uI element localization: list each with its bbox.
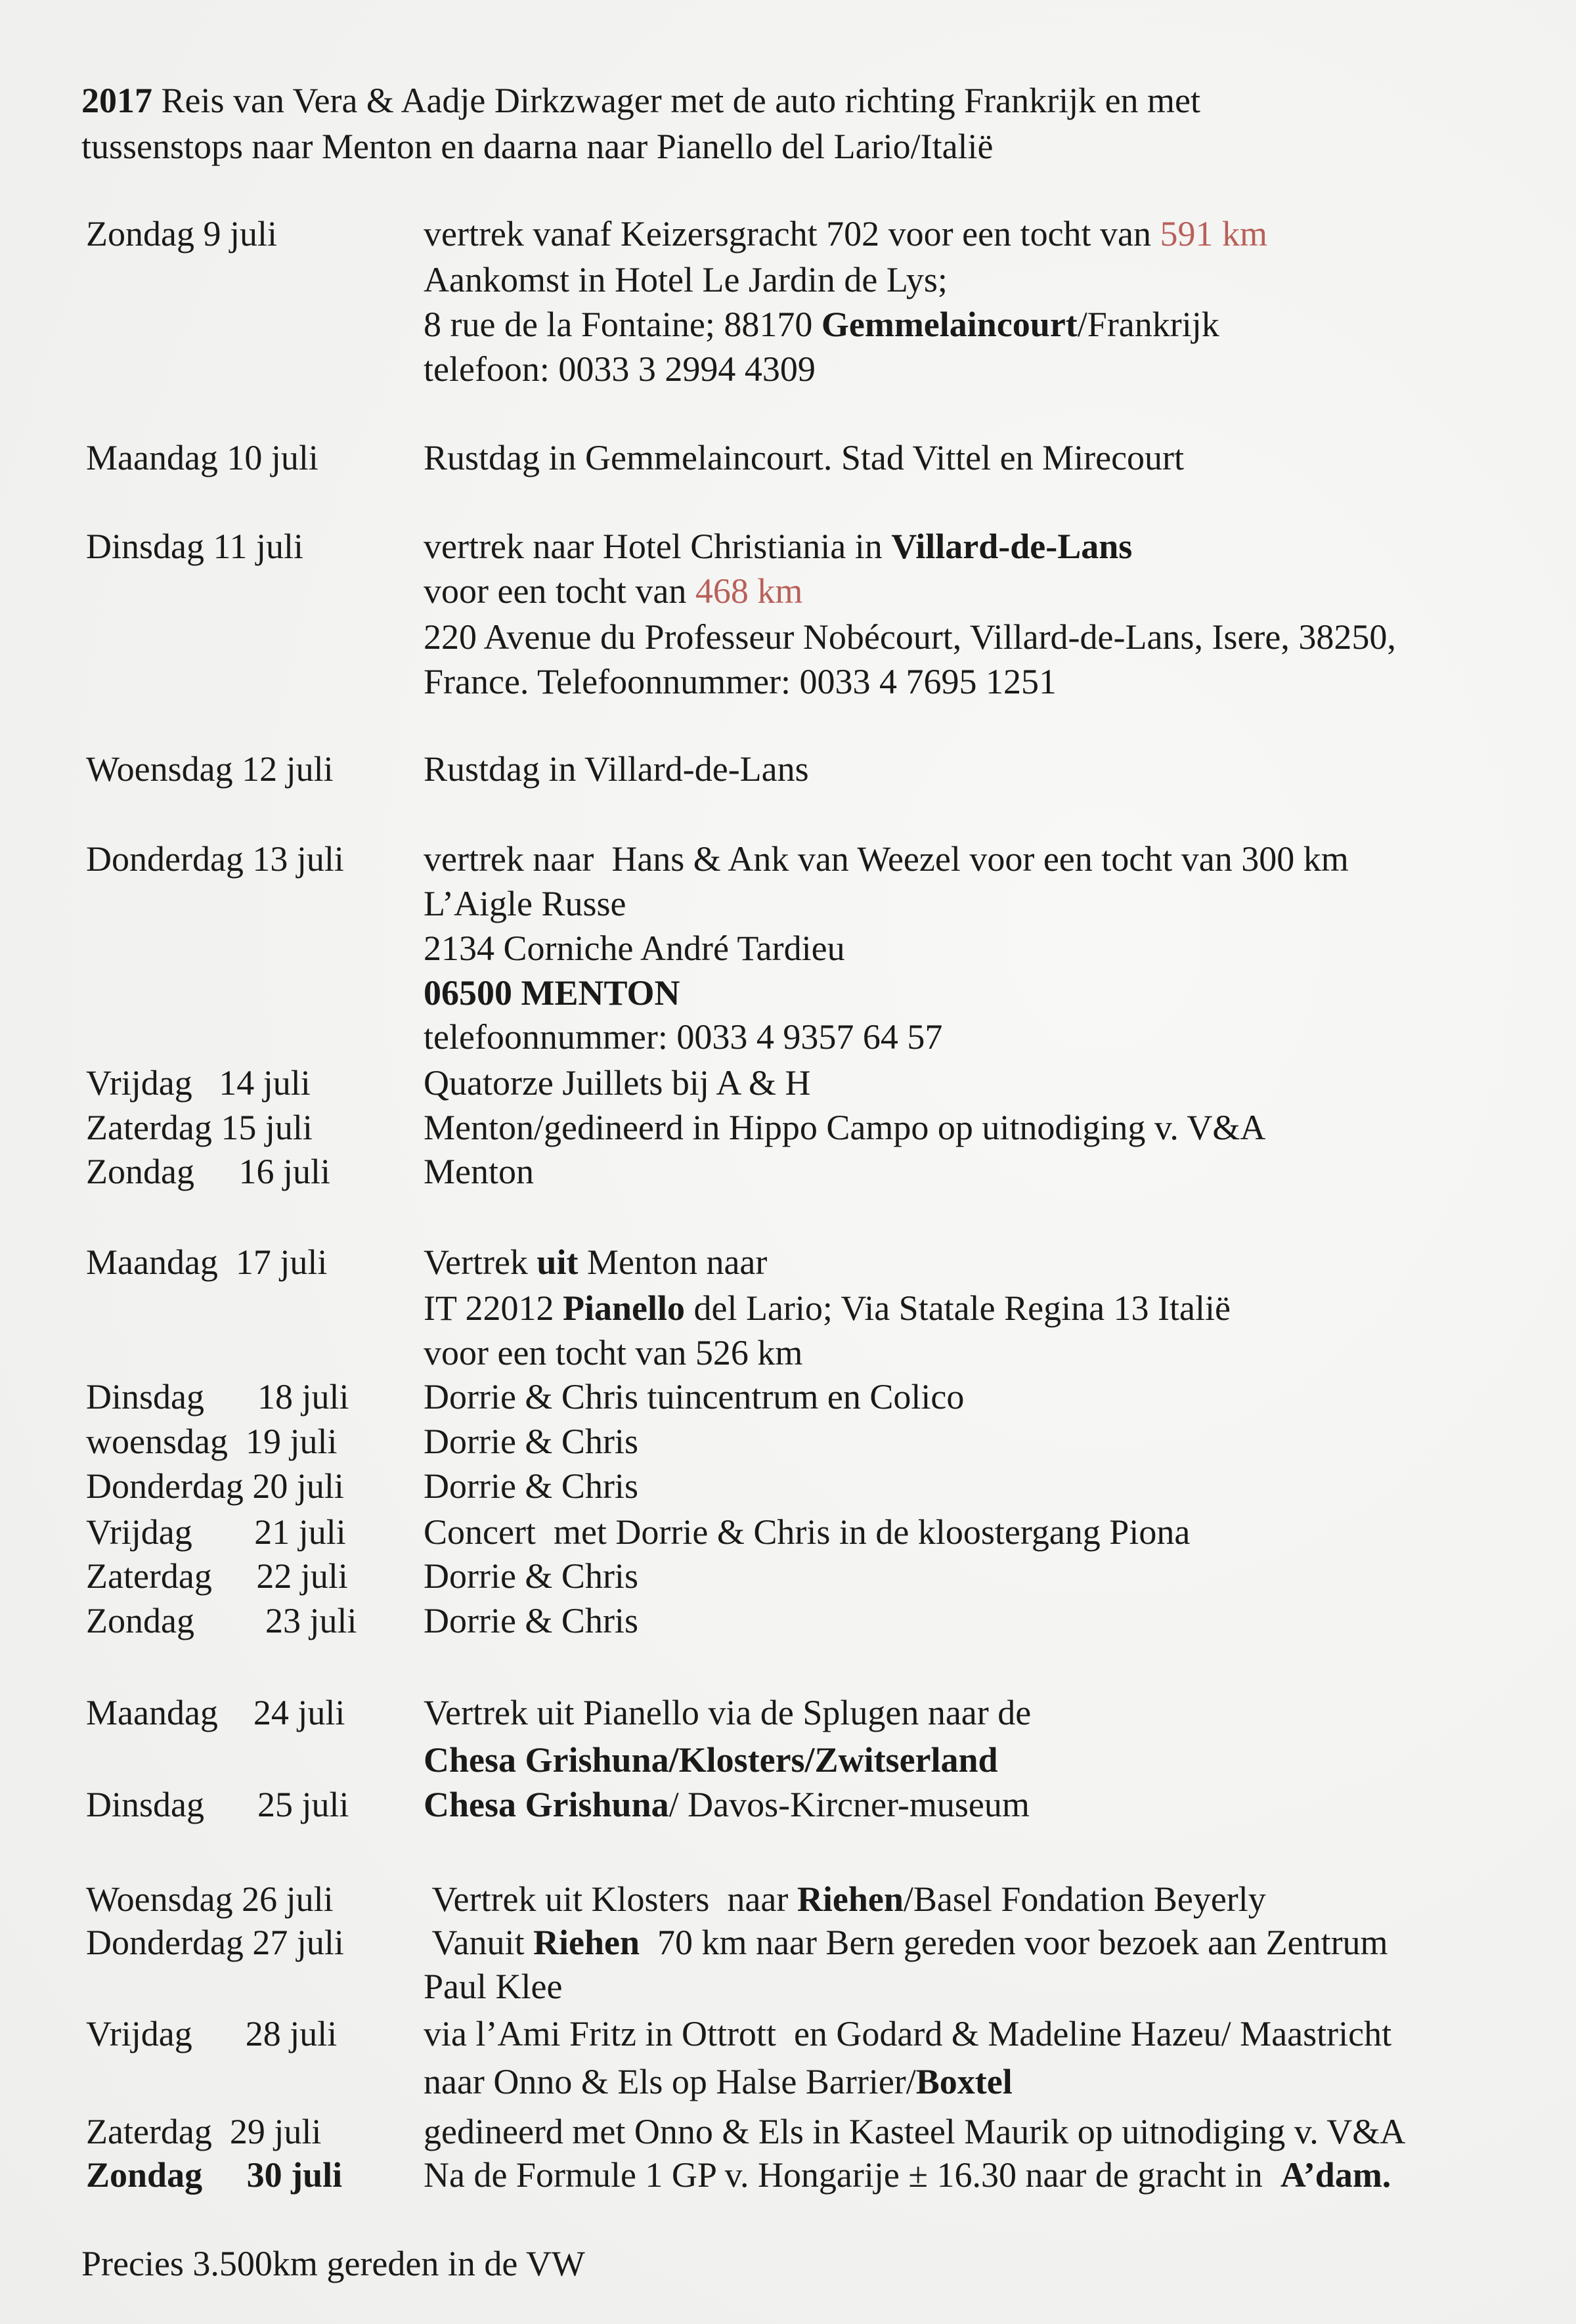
entry-date: Donderdag 20 juli bbox=[86, 1466, 344, 1506]
entry-line bbox=[424, 1738, 998, 1782]
entry-date: Vrijdag 28 juli bbox=[86, 2014, 338, 2053]
entry-line bbox=[424, 1510, 1190, 1554]
entry-date: Donderdag 27 juli bbox=[86, 1923, 344, 1962]
text-segment: naar Onno & Els op Halse Barrier/ bbox=[424, 2062, 916, 2101]
entry-date: Dinsdag 25 juli bbox=[86, 1785, 349, 1824]
text-segment: Dorrie & Chris bbox=[424, 1466, 638, 1506]
text-segment: Rustdag in Gemmelaincourt. Stad Vittel en Mirecourt bbox=[424, 438, 1185, 477]
entry-date: Zaterdag 15 juli bbox=[86, 1108, 313, 1147]
bold-text: Gemmelaincourt bbox=[821, 305, 1078, 344]
entry-line bbox=[424, 926, 845, 971]
entry-line bbox=[424, 1598, 638, 1643]
text-segment: L’Aigle Russe bbox=[424, 884, 626, 923]
distance-highlight: 591 km bbox=[1160, 214, 1268, 253]
text-segment: Paul Klee bbox=[424, 1967, 563, 2006]
entry-line bbox=[424, 1374, 964, 1419]
text-segment: /Frankrijk bbox=[1077, 305, 1219, 344]
entry-line bbox=[424, 1330, 802, 1375]
entry-date: Vrijdag 14 juli bbox=[86, 1063, 311, 1103]
entry-date: Vrijdag 21 juli bbox=[86, 1512, 346, 1552]
entry-date: Zondag 16 juli bbox=[86, 1152, 330, 1191]
entry-line bbox=[424, 1149, 534, 1194]
text-segment: Dorrie & Chris bbox=[424, 1556, 638, 1596]
bold-text: A’dam. bbox=[1280, 2155, 1391, 2195]
text-segment: Dorrie & Chris bbox=[424, 1601, 638, 1640]
entry-line bbox=[424, 2059, 1013, 2104]
text-segment: Menton/gedineerd in Hippo Campo op uitnodiging v. V&A bbox=[424, 1108, 1266, 1147]
distance-highlight: 468 km bbox=[695, 571, 803, 611]
entry-date: Woensdag 26 juli bbox=[86, 1879, 334, 1919]
text-segment: Quatorze Juillets bij A & H bbox=[424, 1063, 811, 1103]
entry-date: Dinsdag 11 juli bbox=[86, 527, 303, 566]
bold-text: 2017 bbox=[81, 81, 152, 120]
document-title-line bbox=[81, 78, 1200, 123]
text-segment: Menton bbox=[424, 1152, 534, 1191]
entry-date: Zondag 30 juli bbox=[86, 2155, 343, 2195]
text-segment: telefoonnummer: 0033 4 9357 64 57 bbox=[424, 1017, 943, 1057]
entry-line bbox=[424, 1105, 1265, 1150]
entry-date: Zaterdag 29 juli bbox=[86, 2112, 322, 2151]
text-segment: Concert met Dorrie & Chris in de kloostergang Piona bbox=[424, 1512, 1191, 1552]
entry-line bbox=[424, 569, 802, 613]
entry-line bbox=[424, 881, 626, 926]
bold-text: Pianello bbox=[563, 1288, 685, 1328]
entry-line bbox=[424, 257, 948, 302]
entry-line bbox=[424, 211, 1267, 256]
text-segment: Vanuit bbox=[424, 1923, 534, 1962]
entry-date: Dinsdag 18 juli bbox=[86, 1377, 349, 1416]
footer-total-distance: Precies 3.500km gereden in de VW bbox=[81, 2244, 585, 2283]
entry-line bbox=[424, 1015, 942, 1059]
entry-line bbox=[424, 747, 809, 791]
text-segment: via l’Ami Fritz in Ottrott en Godard & Madeline Hazeu/ Maastricht bbox=[424, 2014, 1392, 2053]
entry-line bbox=[424, 524, 1132, 569]
entry-line bbox=[424, 2109, 1405, 2154]
bold-text: Chesa Grishuna bbox=[424, 1785, 669, 1824]
entry-line bbox=[424, 1782, 1030, 1827]
entry-date: woensdag 19 juli bbox=[86, 1422, 338, 1461]
text-segment: voor een tocht van 526 km bbox=[424, 1333, 803, 1372]
entry-line bbox=[424, 1877, 1266, 1921]
entry-date: Donderdag 13 juli bbox=[86, 839, 344, 879]
entry-date: Woensdag 12 juli bbox=[86, 749, 334, 789]
bold-text: Boxtel bbox=[915, 2062, 1013, 2101]
entry-line bbox=[424, 971, 680, 1015]
bold-text: Villard-de-Lans bbox=[891, 527, 1133, 566]
text-segment: vertrek naar Hans & Ank van Weezel voor een tocht van 300 km bbox=[424, 839, 1349, 879]
entry-line bbox=[424, 2153, 1391, 2197]
entry-line bbox=[424, 1286, 1231, 1330]
text-segment: Menton naar bbox=[578, 1242, 768, 1282]
text-segment: France. Telefoonnummer: 0033 4 7695 1251 bbox=[424, 662, 1057, 701]
bold-text: Riehen bbox=[797, 1879, 904, 1919]
text-segment: /Basel Fondation Beyerly bbox=[903, 1879, 1266, 1919]
text-segment: telefoon: 0033 3 2994 4309 bbox=[424, 349, 816, 389]
text-segment: tussenstops naar Menton en daarna naar Pianello del Lario/Italië bbox=[81, 127, 994, 166]
bold-text: 06500 MENTON bbox=[424, 973, 680, 1013]
text-segment: gedineerd met Onno & Els in Kasteel Maurik op uitnodiging v. V&A bbox=[424, 2112, 1406, 2151]
text-segment: 2134 Corniche André Tardieu bbox=[424, 929, 845, 968]
text-segment: Na de Formule 1 GP v. Hongarije ± 16.30 naar de gracht in bbox=[424, 2155, 1280, 2195]
bold-text: uit bbox=[536, 1242, 579, 1282]
entry-line bbox=[424, 615, 1396, 659]
text-segment: Dorrie & Chris tuincentrum en Colico bbox=[424, 1377, 965, 1416]
text-segment: voor een tocht van bbox=[424, 571, 695, 611]
entry-date: Maandag 24 juli bbox=[86, 1693, 345, 1732]
entry-line bbox=[424, 435, 1184, 480]
entry-line bbox=[424, 1920, 1388, 1965]
entry-line bbox=[424, 1240, 767, 1284]
entry-line bbox=[424, 1554, 638, 1598]
entry-line bbox=[424, 1464, 638, 1508]
text-segment: 70 km naar Bern gereden voor bezoek aan Zentrum bbox=[640, 1923, 1388, 1962]
text-segment: Rustdag in Villard-de-Lans bbox=[424, 749, 809, 789]
text-segment: del Lario; Via Statale Regina 13 Italië bbox=[685, 1288, 1231, 1328]
entry-date: Maandag 10 juli bbox=[86, 438, 318, 477]
text-segment: vertrek naar Hotel Christiania in bbox=[424, 527, 892, 566]
entry-line bbox=[424, 1690, 1031, 1735]
entry-line bbox=[424, 837, 1349, 881]
entry-line bbox=[424, 659, 1057, 704]
entry-date: Zaterdag 22 juli bbox=[86, 1556, 348, 1596]
text-segment: Reis van Vera & Aadje Dirkzwager met de auto richting Frankrijk en met bbox=[152, 81, 1201, 120]
bold-text: Riehen bbox=[533, 1923, 640, 1962]
entry-line bbox=[424, 2011, 1391, 2056]
entry-line bbox=[424, 1964, 562, 2009]
entry-date: Maandag 17 juli bbox=[86, 1242, 328, 1282]
entry-line bbox=[424, 302, 1219, 347]
text-segment: Aankomst in Hotel Le Jardin de Lys; bbox=[424, 260, 948, 299]
bold-text: Chesa Grishuna/Klosters/Zwitserland bbox=[424, 1740, 998, 1780]
entry-line bbox=[424, 347, 816, 391]
entry-line bbox=[424, 1061, 810, 1105]
document-title-line bbox=[81, 124, 994, 169]
text-segment: / Davos-Kircner-museum bbox=[668, 1785, 1030, 1824]
text-segment: Dorrie & Chris bbox=[424, 1422, 638, 1461]
text-segment: Vertrek uit Klosters naar bbox=[424, 1879, 797, 1919]
text-segment: 220 Avenue du Professeur Nobécourt, Villard-de-Lans, Isere, 38250, bbox=[424, 617, 1396, 657]
text-segment: Vertrek uit Pianello via de Splugen naar de bbox=[424, 1693, 1032, 1732]
text-segment: IT 22012 bbox=[424, 1288, 563, 1328]
entry-date: Zondag 23 juli bbox=[86, 1601, 357, 1640]
text-segment: Vertrek bbox=[424, 1242, 537, 1282]
entry-line bbox=[424, 1419, 638, 1464]
text-segment: vertrek vanaf Keizersgracht 702 voor een tocht van bbox=[424, 214, 1160, 253]
text-segment: 8 rue de la Fontaine; 88170 bbox=[424, 305, 821, 344]
entry-date: Zondag 9 juli bbox=[86, 214, 277, 253]
